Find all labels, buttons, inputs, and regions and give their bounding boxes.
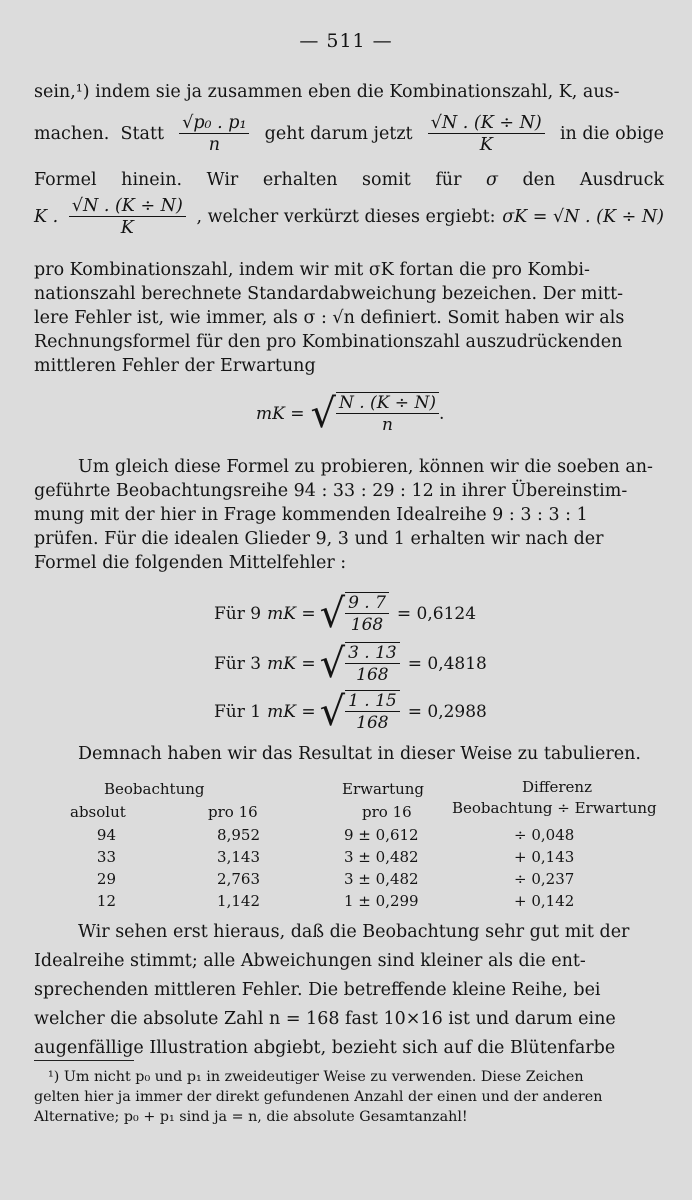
paragraph-2 bbox=[34, 455, 664, 575]
text-line: sprechenden mittleren Fehler. Die betreffende kleine Reihe, bei bbox=[34, 980, 601, 1000]
text-line: geführte Beobachtungsreihe 94 : 33 : 29 : 12 in ihrer Übereinstim- bbox=[34, 481, 628, 501]
radical-sign: √ bbox=[319, 640, 346, 687]
footnote-line: Alternative; p₀ + p₁ sind ja = n, die absolute Gesamtanzahl! bbox=[34, 1109, 468, 1125]
text-line-with-fractions bbox=[34, 113, 664, 155]
fraction-root-over-k: $\frac{√N . (K \div N)}{K}$ bbox=[428, 113, 545, 155]
table-cell-abs: 94 bbox=[96, 826, 116, 844]
header-pro16: pro 16 bbox=[208, 803, 258, 821]
table-cell-erw: 1 ± 0,299 bbox=[344, 892, 419, 910]
paragraph-3 bbox=[34, 742, 664, 766]
text-line-with-fraction bbox=[34, 196, 664, 238]
fraction-p0p1-over-n: $\frac{\text{√p₀ . p₁}}{n}$ bbox=[179, 113, 249, 155]
table-cell-pro: 8,952 bbox=[217, 826, 260, 844]
footnote-line: gelten hier ja immer der direkt gefundenen Anzahl der einen und der anderen bbox=[34, 1089, 603, 1105]
table-cell-abs: 33 bbox=[96, 848, 116, 866]
word: σ bbox=[485, 170, 498, 190]
paragraph-4 bbox=[34, 920, 664, 1060]
table-cell-pro: 2,763 bbox=[217, 870, 260, 888]
text-line: Demnach haben wir das Resultat in dieser Weise zu tabulieren. bbox=[78, 744, 641, 764]
text-line: welcher die absolute Zahl n = 168 fast 10×16 ist und darum eine bbox=[34, 1009, 616, 1029]
footnote-rule bbox=[34, 1060, 134, 1061]
text-fragment: , welcher verkürzt dieses ergiebt: bbox=[196, 207, 496, 227]
text-line: mung mit der hier in Frage kommenden Idealreihe 9 : 3 : 3 : 1 bbox=[34, 505, 588, 525]
table-cell-erw: 9 ± 0,612 bbox=[344, 826, 419, 844]
formula-fuer-9: Für 9 mK = √ $\frac{9 . 7}{168}$ = 0,6124 bbox=[214, 590, 477, 637]
text-fragment: machen. bbox=[34, 124, 110, 144]
header-pro16: pro 16 bbox=[362, 803, 412, 821]
footnote-line: ¹) Um nicht p₀ und p₁ in zweideutiger Weise zu verwenden. Diese Zeichen bbox=[48, 1069, 584, 1085]
table-cell-pro: 3,143 bbox=[217, 848, 260, 866]
text-line: Wir sehen erst hieraus, daß die Beobachtung sehr gut mit der bbox=[78, 922, 630, 942]
paragraph-1 bbox=[34, 80, 664, 104]
table-cell-erw: 3 ± 0,482 bbox=[344, 870, 419, 888]
word: Formel bbox=[34, 170, 97, 190]
formula-fuer-1: Für 1 mK = √ $\frac{1 . 15}{168}$ = 0,2988 bbox=[214, 688, 487, 735]
radical-sign: √ bbox=[310, 390, 336, 437]
table-cell-diff: ÷ 0,048 bbox=[514, 826, 575, 844]
main-formula: mK = √ $\frac{N . (K \div N)}{n}$ . bbox=[256, 390, 445, 437]
radical-sign: √ bbox=[319, 590, 346, 637]
main-fraction: $\frac{N . (K \div N)}{n}$ bbox=[336, 392, 439, 435]
text-fragment: Statt bbox=[120, 124, 165, 144]
table-cell-diff: + 0,142 bbox=[514, 892, 575, 910]
text-line: augenfällige Illustration abgiebt, bezieht sich auf die Blütenfarbe bbox=[34, 1038, 616, 1058]
formula-fuer-3: Für 3 mK = √ $\frac{3 . 13}{168}$ = 0,4818 bbox=[214, 640, 487, 687]
formula-lhs: mK = bbox=[256, 403, 305, 424]
word: den bbox=[522, 170, 556, 190]
table-cell-abs: 12 bbox=[96, 892, 116, 910]
header-beob-minus-erw: Beobachtung ÷ Erwartung bbox=[452, 799, 657, 817]
text-line: Um gleich diese Formel zu probieren, können wir die soeben an- bbox=[78, 457, 653, 477]
word: erhalten bbox=[262, 170, 338, 190]
word: somit bbox=[362, 170, 411, 190]
text-line bbox=[34, 168, 664, 192]
table-cell-abs: 29 bbox=[96, 870, 116, 888]
text-fragment: geht darum jetzt bbox=[264, 124, 413, 144]
word: Ausdruck bbox=[579, 170, 664, 190]
footnote bbox=[34, 1067, 664, 1127]
paragraph-1-cont bbox=[34, 258, 664, 378]
table-cell-erw: 3 ± 0,482 bbox=[344, 848, 419, 866]
text-line: Formel die folgenden Mittelfehler : bbox=[34, 553, 347, 573]
text-fragment: in die obige bbox=[559, 124, 664, 144]
word: für bbox=[435, 170, 462, 190]
text-line: Rechnungsformel für den pro Kombinationszahl auszudrückenden bbox=[34, 332, 623, 352]
table-cell-diff: ÷ 0,237 bbox=[514, 870, 575, 888]
header-absolut: absolut bbox=[70, 803, 126, 821]
text-line: sein,¹) indem sie ja zusammen eben die Kombinationszahl, K, aus- bbox=[34, 82, 620, 102]
text-line: mittleren Fehler der Erwartung bbox=[34, 356, 316, 376]
text-line: pro Kombinationszahl, indem wir mit σK fortan die pro Kombi- bbox=[34, 260, 590, 280]
text-line: lere Fehler ist, wie immer, als σ : √n definiert. Somit haben wir als bbox=[34, 308, 625, 328]
radical-sign: √ bbox=[319, 688, 346, 735]
text-fragment: K . bbox=[34, 207, 59, 227]
table-cell-pro: 1,142 bbox=[217, 892, 260, 910]
text-line: prüfen. Für die idealen Glieder 9, 3 und 1 erhalten wir nach der bbox=[34, 529, 604, 549]
header-differenz: Differenz bbox=[522, 778, 592, 796]
text-line: nationszahl berechnete Standardabweichung bezeichen. Der mitt- bbox=[34, 284, 624, 304]
header-beobachtung: Beobachtung bbox=[104, 780, 205, 798]
table-cell-diff: + 0,143 bbox=[514, 848, 575, 866]
word: hinein. bbox=[121, 170, 183, 190]
fraction-k-root-over-k: $\frac{√N . (K \div N)}{K}$ bbox=[69, 196, 186, 238]
page-number: — 511 — bbox=[299, 30, 393, 52]
sigma-k-formula: σK = √N . (K ÷ N) bbox=[502, 207, 664, 227]
header-erwartung: Erwartung bbox=[342, 780, 425, 798]
word: Wir bbox=[206, 170, 239, 190]
text-line: Idealreihe stimmt; alle Abweichungen sind kleiner als die ent- bbox=[34, 951, 586, 971]
